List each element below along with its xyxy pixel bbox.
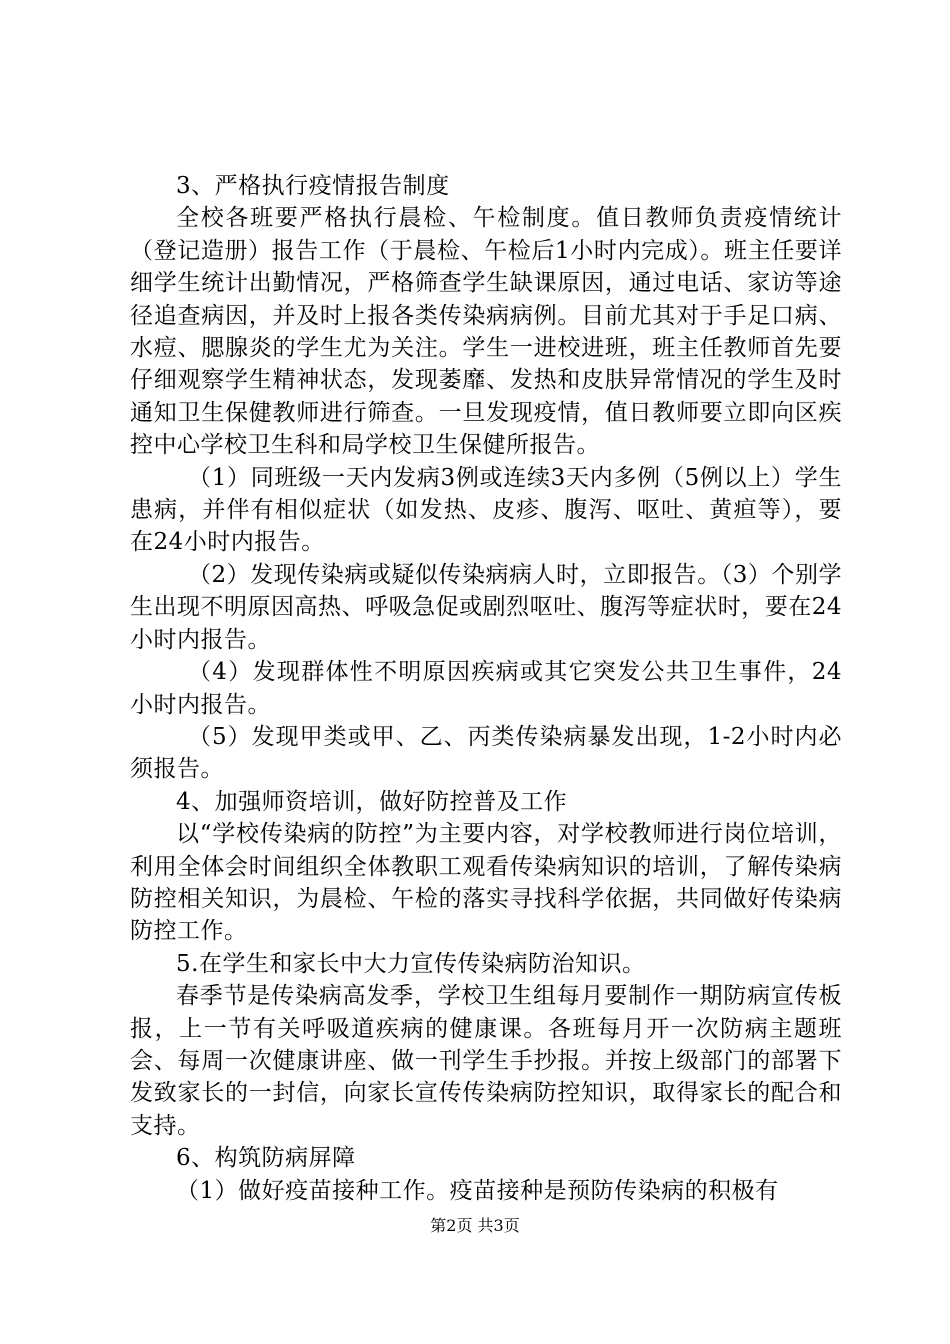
list-item-1: （1）同班级一天内发病3例或连续3天内多例（5例以上）学生患病，并伴有相似症状（如发热、皮疹、腹泻、呕吐、黄疸等），要在24小时内报告。	[130, 464, 842, 556]
page-number-footer: 第2页 共3页	[430, 1216, 520, 1235]
list-item-2-3: （2）发现传染病或疑似传染病病人时，立即报告。（3）个别学生出现不明原因高热、呼吸急促或剧烈呕吐、腹泻等症状时，要在24小时内报告。	[130, 561, 842, 653]
list-item-4: （4）发现群体性不明原因疾病或其它突发公共卫生事件，24小时内报告。	[130, 659, 842, 718]
document-body	[130, 170, 842, 1207]
paragraph-teacher-training: 以“学校传染病的防控”为主要内容，对学校教师进行岗位培训，利用全体会时间组织全体教职工观看传染病知识的培训，了解传染病防控相关知识，为晨检、午检的落实寻找科学依据，共同做好传染病防控工作。	[130, 821, 842, 945]
section-heading-5: 5.在学生和家长中大力宣传传染病防治知识。	[176, 950, 646, 977]
paragraph-report-system: 全校各班要严格执行晨检、午检制度。值日教师负责疫情统计（登记造册）报告工作（于晨检、午检后1小时内完成）。班主任要详细学生统计出勤情况，严格筛查学生缺课原因，通过电话、家访等途径追查病因，并及时上报各类传染病病例。目前尤其对于手足口病、水痘、腮腺炎的学生尤为关注。学生一进校进班，班主任教师首先要仔细观察学生精神状态，发现萎靡、发热和皮肤异常情况的学生及时通知卫生保健教师进行筛查。一旦发现疫情，值日教师要立即向区疾控中心学校卫生科和局学校卫生保健所报告。	[130, 205, 842, 459]
section-heading-4: 4、加强师资培训，做好防控普及工作	[176, 788, 568, 815]
paragraph-vaccination: （1）做好疫苗接种工作。疫苗接种是预防传染病的积极有	[176, 1177, 779, 1204]
paragraph-publicity: 春季节是传染病高发季，学校卫生组每月要制作一期防病宣传板报，上一节有关呼吸道疾病的健康课。各班每月开一次防病主题班会、每周一次健康讲座、做一刊学生手抄报。并按上级部门的部署下发致家长的一封信，向家长宣传传染病防控知识，取得家长的配合和支持。	[130, 983, 842, 1139]
section-heading-3: 3、严格执行疫情报告制度	[176, 173, 450, 199]
section-heading-6: 6、构筑防病屏障	[176, 1145, 356, 1172]
list-item-5: （5）发现甲类或甲、乙、丙类传染病暴发出现，1-2小时内必须报告。	[130, 723, 842, 783]
